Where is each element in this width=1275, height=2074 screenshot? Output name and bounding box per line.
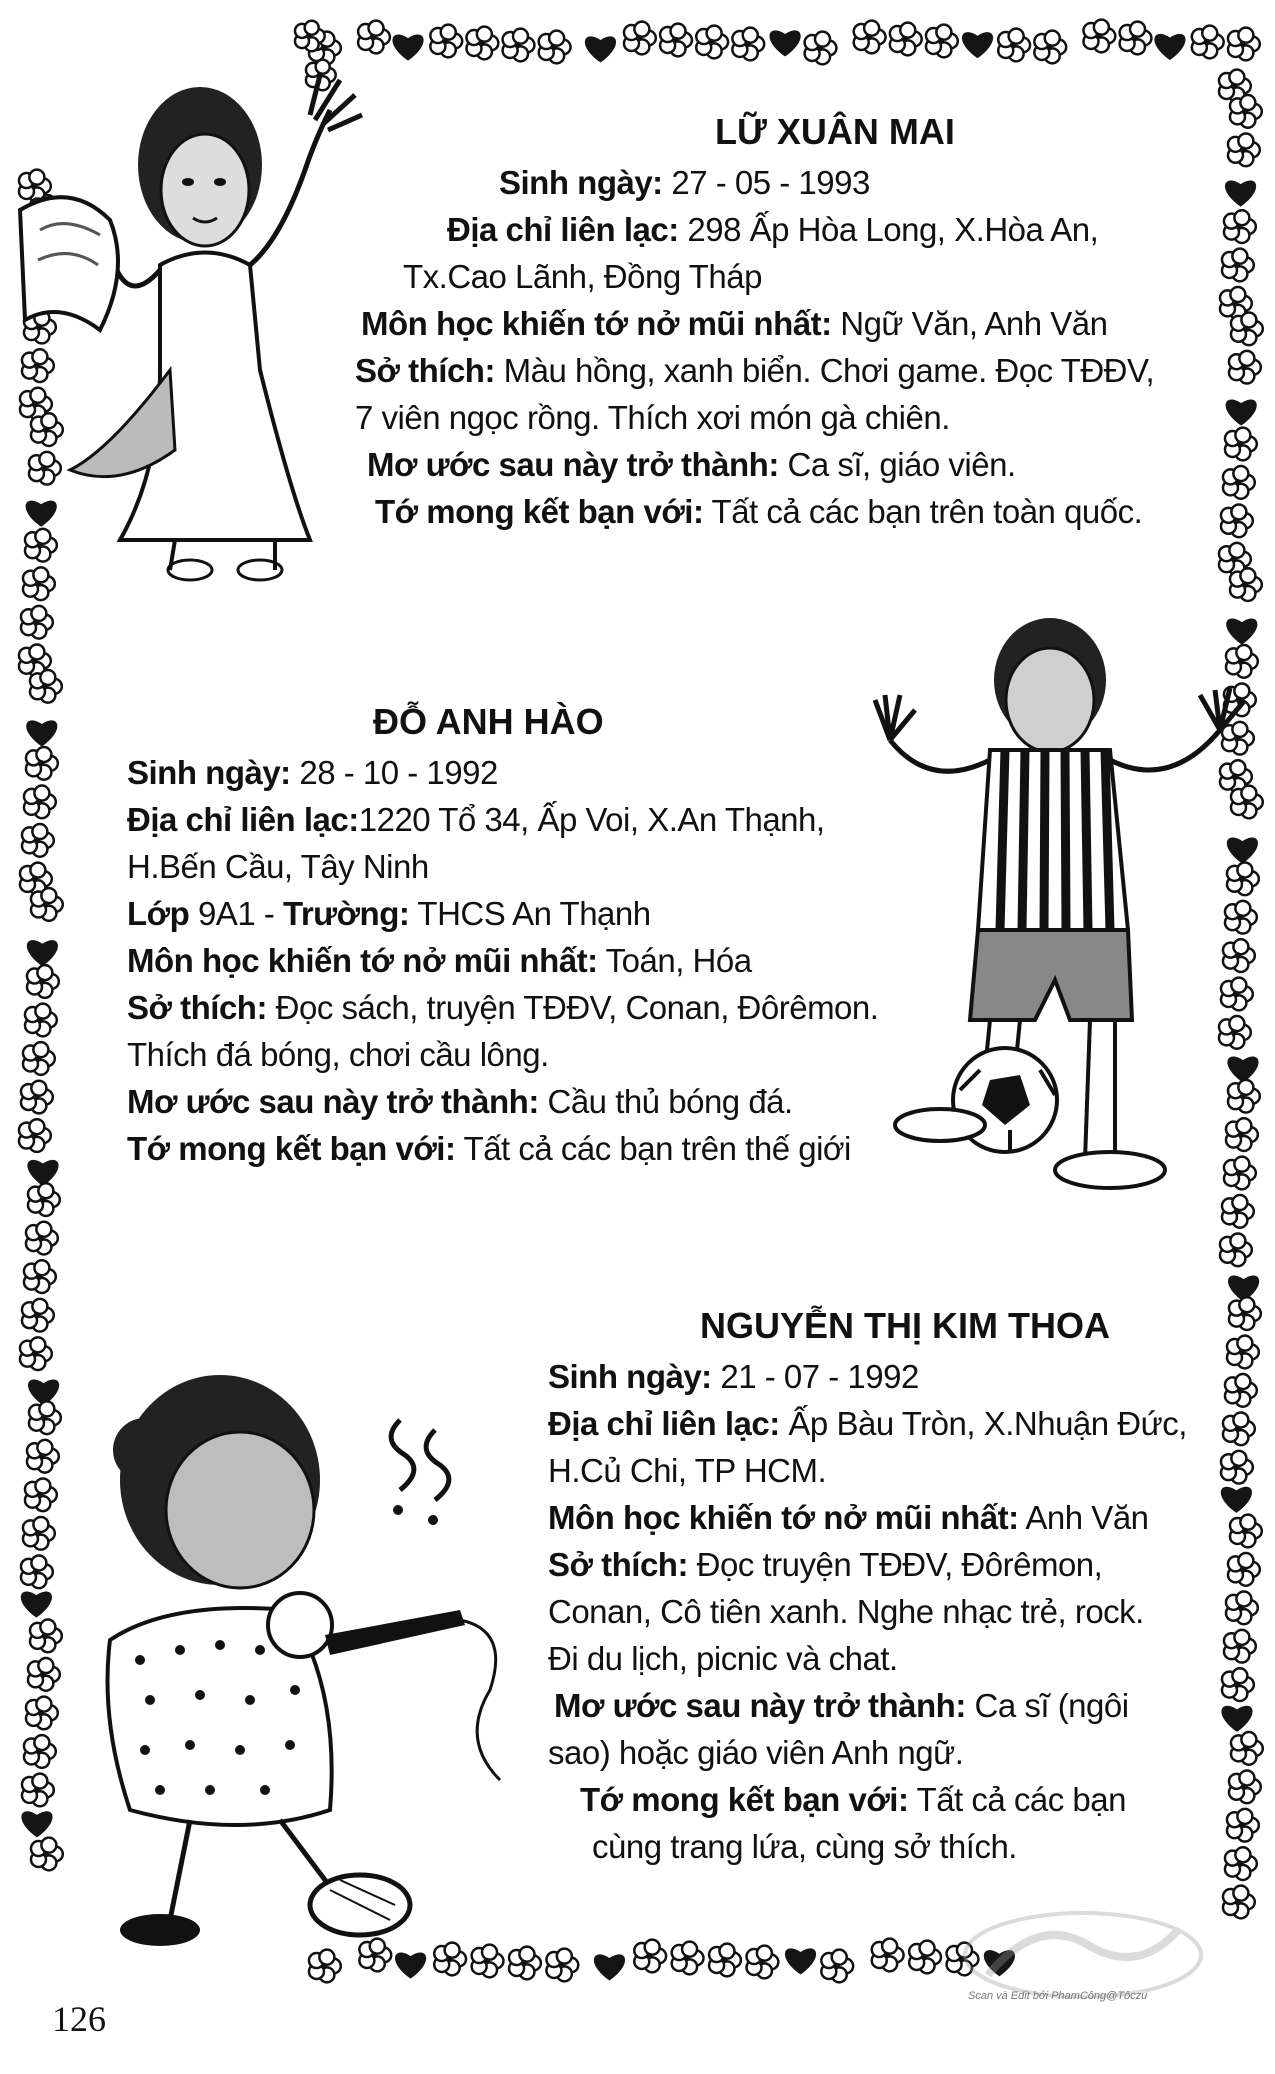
flower-ornament xyxy=(466,27,498,60)
school-value: THCS An Thạnh xyxy=(417,895,651,932)
birth-value: 21 - 07 - 1992 xyxy=(720,1358,919,1395)
birth-label: Sinh ngày: xyxy=(548,1358,712,1395)
birth-value: 27 - 05 - 1993 xyxy=(671,164,870,201)
friend-label: Tớ mong kết bạn với: xyxy=(127,1130,456,1167)
heart-ornament xyxy=(1225,181,1256,207)
heart-ornament xyxy=(962,32,993,58)
flower-ornament xyxy=(709,1944,741,1977)
profile-name: ĐỖ ANH HÀO xyxy=(373,701,604,742)
profile-do-anh-hao xyxy=(127,698,879,1172)
friend-label: Tớ mong kết bạn với: xyxy=(580,1781,909,1818)
address-label: Địa chỉ liên lạc: xyxy=(127,801,359,838)
hobby-label: Sở thích: xyxy=(355,352,495,389)
flower-ornament xyxy=(1229,1297,1261,1330)
hobby-label: Sở thích: xyxy=(548,1546,688,1583)
flower-ornament xyxy=(998,29,1030,62)
friend-value: Tất cả các bạn xyxy=(916,1781,1126,1818)
flower-ornament xyxy=(1226,1591,1258,1624)
flower-ornament xyxy=(1228,133,1260,166)
address-line xyxy=(127,796,867,843)
flower-ornament xyxy=(1228,28,1260,61)
birth-value: 28 - 10 - 1992 xyxy=(299,754,498,791)
address-line-2: H.Củ Chi, TP HCM. xyxy=(548,1452,827,1489)
friend-line xyxy=(580,1776,1188,1823)
friend-value: Tất cả các bạn trên toàn quốc. xyxy=(711,493,1143,530)
girl-ao-dai-illustration xyxy=(10,70,380,610)
address-line xyxy=(447,206,1175,253)
heart-ornament xyxy=(392,35,423,61)
birth-line xyxy=(127,749,867,796)
flower-ornament xyxy=(358,21,390,54)
flower-ornament xyxy=(539,31,571,64)
flower-ornament xyxy=(503,29,535,62)
flower-ornament xyxy=(1120,22,1152,55)
flower-ornament xyxy=(1221,504,1253,537)
flower-ornament xyxy=(1229,351,1261,384)
hobby-value: Màu hồng, xanh biển. Chơi game. Đọc TĐĐV, xyxy=(503,352,1155,389)
flower-ornament xyxy=(26,1222,58,1255)
flower-ornament xyxy=(1227,1809,1259,1842)
scanner-credit: Scan và Edit bởi PhamCông@Tôczu xyxy=(968,1990,1148,2002)
flower-ornament xyxy=(1034,31,1066,64)
address-value: 298 Ấp Hòa Long, X.Hòa An, xyxy=(687,211,1099,248)
profile-name: LỮ XUÂN MAI xyxy=(715,111,955,152)
subject-value: Ngữ Văn, Anh Văn xyxy=(840,305,1108,342)
address-label: Địa chỉ liên lạc: xyxy=(548,1405,780,1442)
flower-ornament xyxy=(1220,1233,1252,1266)
flower-ornament xyxy=(1230,1515,1262,1548)
flower-ornament xyxy=(1227,1336,1259,1369)
subject-line xyxy=(361,300,1175,347)
hobby-line-2: Conan, Cô tiên xanh. Nghe nhạc trẻ, rock. xyxy=(548,1593,1144,1630)
class-label: Lớp xyxy=(127,895,190,932)
flower-ornament xyxy=(634,1940,666,1973)
friend-line xyxy=(375,488,1175,535)
dream-value: Ca sĩ (ngôi xyxy=(974,1687,1129,1724)
hobby-line-2: Thích đá bóng, chơi cầu lông. xyxy=(127,1036,549,1073)
girl-singing-illustration xyxy=(40,1360,520,1960)
flower-ornament xyxy=(1222,1668,1254,1701)
heart-ornament xyxy=(1221,1487,1252,1513)
hobby-value: Đọc truyện TĐĐV, Đôrêmon, xyxy=(696,1546,1103,1583)
flower-ornament xyxy=(1225,1847,1257,1880)
heart-ornament xyxy=(27,1160,58,1186)
flower-ornament xyxy=(21,1081,53,1114)
flower-ornament xyxy=(1230,95,1262,128)
flower-ornament xyxy=(696,26,728,59)
dream-label: Mơ ước sau này trở thành: xyxy=(367,446,779,483)
birth-label: Sinh ngày: xyxy=(127,754,291,791)
profile-lu-xuan-mai xyxy=(355,108,1175,535)
dream-value: Ca sĩ, giáo viên. xyxy=(787,446,1016,483)
flower-ornament xyxy=(26,747,58,780)
heart-ornament xyxy=(785,1948,816,1974)
profile-name: NGUYỄN THỊ KIM THOA xyxy=(700,1305,1110,1346)
flower-ornament xyxy=(30,670,62,703)
flower-ornament xyxy=(31,888,63,921)
dream-line xyxy=(554,1682,1188,1729)
flower-ornament xyxy=(1223,1886,1255,1919)
friend-label: Tớ mong kết bạn với: xyxy=(375,493,704,530)
flower-ornament xyxy=(1223,1412,1255,1445)
address-value: Ấp Bàu Tròn, X.Nhuận Đức, xyxy=(788,1405,1187,1442)
heart-ornament xyxy=(1154,34,1185,60)
address-line-2: H.Bến Cầu, Tây Ninh xyxy=(127,848,429,885)
dream-line xyxy=(127,1078,867,1125)
flower-ornament xyxy=(27,965,59,998)
flower-ornament xyxy=(1192,26,1224,59)
flower-ornament xyxy=(24,1260,56,1293)
flower-ornament xyxy=(672,1942,704,1975)
address-label: Địa chỉ liên lạc: xyxy=(447,211,679,248)
flower-ornament xyxy=(890,23,922,56)
subject-value: Anh Văn xyxy=(1025,1499,1149,1536)
dream-label: Mơ ước sau này trở thành: xyxy=(127,1083,539,1120)
dream-line-2: sao) hoặc giáo viên Anh ngữ. xyxy=(548,1734,964,1771)
school-label: Trường: xyxy=(283,895,410,932)
hobby-label: Sở thích: xyxy=(127,989,267,1026)
address-line xyxy=(548,1400,1188,1447)
flower-ornament xyxy=(821,1950,853,1983)
flower-ornament xyxy=(660,24,692,57)
dream-value: Cầu thủ bóng đá. xyxy=(547,1083,793,1120)
flower-ornament xyxy=(872,1939,904,1972)
hobby-line xyxy=(127,984,879,1031)
flower-ornament xyxy=(805,32,837,65)
flower-ornament xyxy=(1225,1374,1257,1407)
subject-line xyxy=(548,1494,1188,1541)
birth-line xyxy=(548,1353,1188,1400)
class-line xyxy=(127,890,867,937)
flower-ornament xyxy=(1222,249,1254,282)
flower-ornament xyxy=(1221,1451,1253,1484)
dream-line xyxy=(367,441,1175,488)
friend-value: Tất cả các bạn trên thế giới xyxy=(463,1130,851,1167)
flower-ornament xyxy=(1224,1630,1256,1663)
friend-line-2: cùng trang lứa, cùng sở thích. xyxy=(592,1828,1017,1865)
address-value: 1220 Tổ 34, Ấp Voi, X.An Thạnh, xyxy=(358,801,825,838)
heart-ornament xyxy=(1221,1706,1252,1732)
hobby-line xyxy=(355,347,1175,394)
flower-ornament xyxy=(624,22,656,55)
flower-ornament xyxy=(854,21,886,54)
flower-ornament xyxy=(1231,312,1263,345)
class-value: 9A1 - xyxy=(197,895,275,932)
friend-line xyxy=(127,1125,867,1172)
subject-label: Môn học khiến tớ nở mũi nhất: xyxy=(361,305,832,342)
profile-nguyen-thi-kim-thoa xyxy=(548,1302,1188,1870)
hobby-line-3: Đi du lịch, picnic và chat. xyxy=(548,1640,898,1677)
boy-football-illustration xyxy=(870,600,1250,1200)
hobby-value: Đọc sách, truyện TĐĐV, Conan, Đôrêmon. xyxy=(275,989,879,1026)
birth-label: Sinh ngày: xyxy=(499,164,663,201)
dream-label: Mơ ước sau này trở thành: xyxy=(554,1687,966,1724)
subject-label: Môn học khiến tớ nở mũi nhất: xyxy=(548,1499,1019,1536)
subject-label: Môn học khiến tớ nở mũi nhất: xyxy=(127,942,598,979)
heart-ornament xyxy=(27,940,58,966)
heart-ornament xyxy=(1226,400,1257,426)
heart-ornament xyxy=(770,30,801,56)
flower-ornament xyxy=(22,824,54,857)
flower-ornament xyxy=(1083,20,1115,53)
flower-ornament xyxy=(1231,1732,1263,1765)
flower-ornament xyxy=(926,25,958,58)
flower-ornament xyxy=(909,1941,941,1974)
flower-ornament xyxy=(732,28,764,61)
flower-ornament xyxy=(19,1119,51,1152)
flower-ornament xyxy=(1224,210,1256,243)
flower-ornament xyxy=(747,1946,779,1979)
hobby-line-2: 7 viên ngọc rồng. Thích xơi món gà chiên. xyxy=(355,399,950,436)
address-line-2: Tx.Cao Lãnh, Đồng Tháp xyxy=(403,258,762,295)
flower-ornament xyxy=(1230,568,1262,601)
flower-ornament xyxy=(1225,428,1257,461)
flower-ornament xyxy=(24,786,56,819)
flower-ornament xyxy=(23,1042,55,1075)
flower-ornament xyxy=(1223,466,1255,499)
birth-line xyxy=(499,159,1175,206)
subject-value: Toán, Hóa xyxy=(605,942,752,979)
heart-ornament xyxy=(26,720,57,746)
subject-line xyxy=(127,937,867,984)
flower-ornament xyxy=(25,1004,57,1037)
flower-ornament xyxy=(22,1299,54,1332)
flower-ornament xyxy=(546,1949,578,1982)
heart-ornament xyxy=(585,36,616,62)
flower-ornament xyxy=(1229,1770,1261,1803)
hobby-line xyxy=(548,1541,1188,1588)
page-number: 126 xyxy=(52,1999,106,2039)
heart-ornament xyxy=(594,1954,625,1980)
flower-ornament xyxy=(21,606,53,639)
flower-ornament xyxy=(1228,1553,1260,1586)
flower-ornament xyxy=(430,25,462,58)
flower-ornament xyxy=(28,1183,60,1216)
